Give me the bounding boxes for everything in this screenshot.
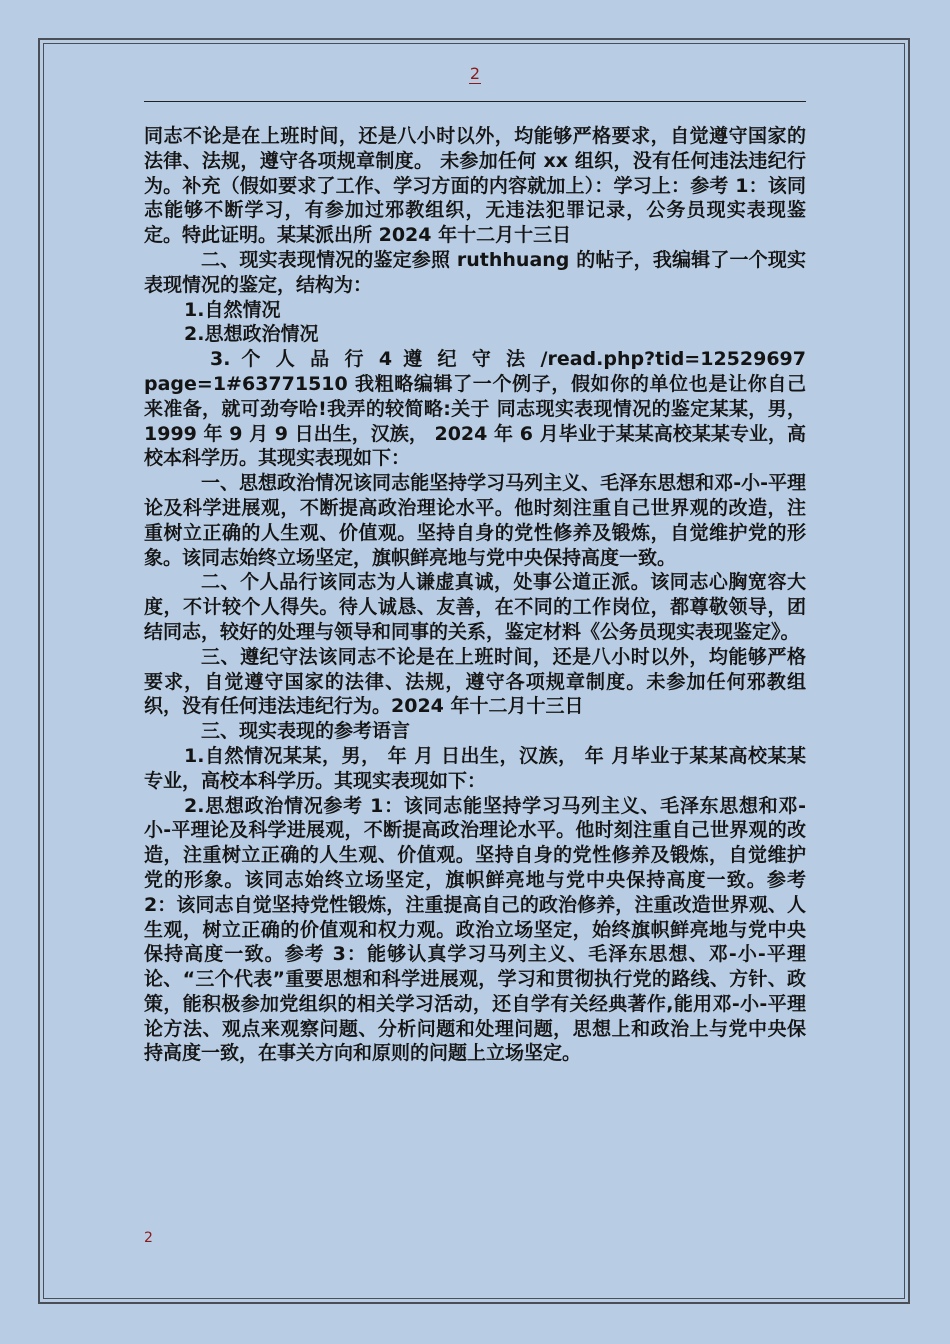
paragraph: 2.思想政治情况参考 1：该同志能坚持学习马列主义、毛泽东思想和邓-小-平理论及科学进展观，不断提高政治理论水平。他时刻注重自己世界观的改造，注重树立正确的人生观、价值观。坚持自身的党性修养及锻炼，自觉维护党的形象。该同志始终立场坚定，旗帜鲜亮地与党中央保持高度一致。参考 2：该同志自觉坚持党性锻炼，注重提高自己的政治修养，注重改造世界观、人生观，树立正确的价值观和权力观。政治立场坚定，始终旗帜鲜亮地与党中央保持高度一致。参考 3：能够认真学习马列主义、毛泽东思想、邓-小-平理论、“三个代表”重要思想和科学进展观，学习和贯彻执行党的路线、方针、政策，能积极参加党组织的相关学习活动，还自学有关经典著作,能用邓-小-平理论方法、观点来观察问题、分析问题和处理问题，思想上和政治上与党中央保持高度一致，在事关方向和原则的问题上立场坚定。 xyxy=(144,794,806,1065)
paragraph: 3. 个 人 品 行 4 遵 纪 守 法 /read.php?tid=12529697 page=1#63771510 我粗略编辑了一个例子，假如你的单位也是让你自己来准备，就可劲夸哈!我弄的较简略:关于 同志现实表现情况的鉴定某某，男，1999 年 9 月 9 日出生，汉族， 2024 年 6 月毕业于某某高校某某专业，高校本科学历。其现实表现如下： xyxy=(144,348,806,470)
header-rule xyxy=(144,101,806,102)
paragraph: 同志不论是在上班时间，还是八小时以外，均能够严格要求，自觉遵守国家的法律、法规，遵守各项规章制度。 未参加任何 xx 组织，没有任何违法违纪行为。补充（假如要求了工作、学习方面的内容就加上）：学习上：参考 1：该同志能够不断学习，有参加过邪教组织，无违法犯罪记录，公务员现实表现鉴定。特此证明。某某派出所 2024 年十二月十三日 xyxy=(144,125,806,247)
section-heading: 三、现实表现的参考语言 xyxy=(201,720,411,743)
paragraph: 1.自然情况 xyxy=(184,298,281,321)
paragraph: 三、遵纪守法该同志不论是在上班时间，还是八小时以外，均能够严格要求，自觉遵守国家的法律、法规，遵守各项规章制度。未参加任何邪教组织，没有任何违法违纪行为。2024 年十二月十三日 xyxy=(144,645,806,718)
paragraph: 二、个人品行该同志为人谦虚真诚，处事公道正派。该同志心胸宽容大度，不计较个人得失。待人诚恳、友善，在不同的工作岗位，都尊敬领导，团结同志，较好的处理与领导和同事的关系，鉴定材料《公务员现实表现鉴定》。 xyxy=(144,571,806,643)
header-page-number: 2 xyxy=(469,64,481,83)
paragraph: 二、现实表现情况的鉴定参照 ruthhuang 的帖子，我编辑了一个现实表现情况的鉴定，结构为： xyxy=(144,248,806,296)
paragraph: 一、思想政治情况该同志能坚持学习马列主义、毛泽东思想和邓-小-平理论及科学进展观，不断提高政治理论水平。他时刻注重自己世界观的改造，注重树立正确的人生观、价值观。坚持自身的党性修养及锻炼，自觉维护党的形象。该同志始终立场坚定，旗帜鲜亮地与党中央保持高度一致。 xyxy=(144,472,806,569)
document-body xyxy=(144,124,806,1066)
paragraph: 1.自然情况某某，男， 年 月 日出生，汉族， 年 月毕业于某某高校某某专业，高校本科学历。其现实表现如下： xyxy=(144,744,806,792)
footer-page-number: 2 xyxy=(144,1230,153,1246)
paragraph: 2.思想政治情况 xyxy=(184,323,319,346)
